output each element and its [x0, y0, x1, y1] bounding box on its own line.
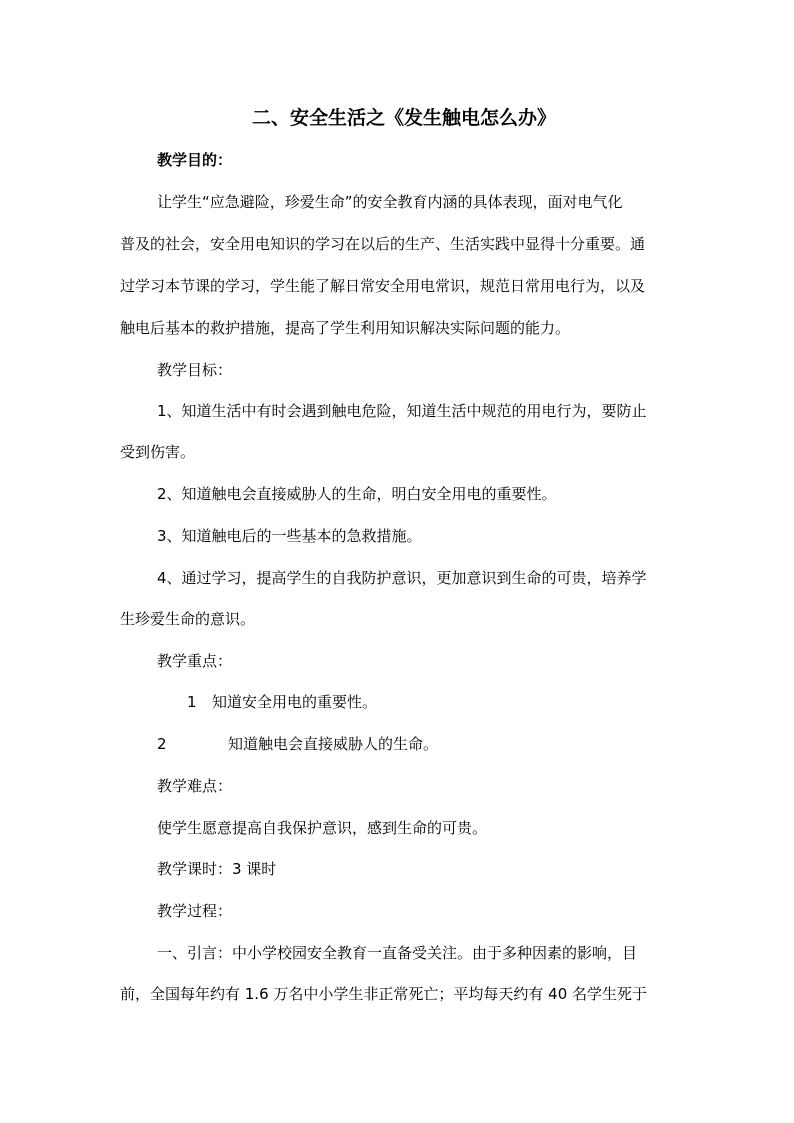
goal-line: 生珍爱生命的意识。 — [120, 610, 256, 628]
goal-line: 1、知道生活中有时会遇到触电危险，知道生活中规范的用电行为，要防止 — [157, 402, 647, 420]
purpose-line: 过学习本节课的学习，学生能了解日常安全用电常识，规范日常用电行为，以及 — [120, 277, 646, 295]
purpose-line: 让学生“应急避险，珍爱生命”的安全教育内涵的具体表现，面对电气化 — [157, 193, 623, 211]
difficulty-text: 使学生愿意提高自我保护意识，感到生命的可贵。 — [157, 819, 488, 837]
goal-line: 3、知道触电后的一些基本的急救措施。 — [157, 527, 422, 545]
process-heading: 教学过程： — [157, 902, 233, 920]
purpose-heading: 教学目的： — [157, 151, 233, 169]
teaching-hours: 教学课时：3 课时 — [157, 860, 277, 878]
key-point-text: 知道触电会直接威胁人的生命。 — [228, 735, 439, 753]
purpose-line: 触电后基本的救护措施，提高了学生利用知识解决实际问题的能力。 — [120, 319, 571, 337]
key-point-number: 1 — [187, 693, 197, 711]
goals-heading: 教学目标： — [157, 361, 233, 379]
goal-line: 4、通过学习，提高学生的自我防护意识，更加意识到生命的可贵，培养学 — [157, 569, 647, 587]
goal-line: 2、知道触电会直接威胁人的生命，明白安全用电的重要性。 — [157, 485, 557, 503]
page-title: 二、安全生活之《发生触电怎么办》 — [252, 107, 557, 129]
purpose-line: 普及的社会，安全用电知识的学习在以后的生产、生活实践中显得十分重要。通 — [120, 235, 646, 253]
process-line: 前，全国每年约有 1.6 万名中小学生非正常死亡；平均每天约有 40 名学生死于 — [120, 985, 648, 1003]
key-point-number: 2 — [157, 735, 167, 753]
difficulty-heading: 教学难点： — [157, 777, 233, 795]
goal-line: 受到伤害。 — [120, 443, 196, 461]
process-line: 一、引言：中小学校园安全教育一直备受关注。由于多种因素的影响，目 — [157, 944, 638, 962]
key-point-text: 知道安全用电的重要性。 — [212, 693, 378, 711]
key-points-heading: 教学重点： — [157, 652, 233, 670]
